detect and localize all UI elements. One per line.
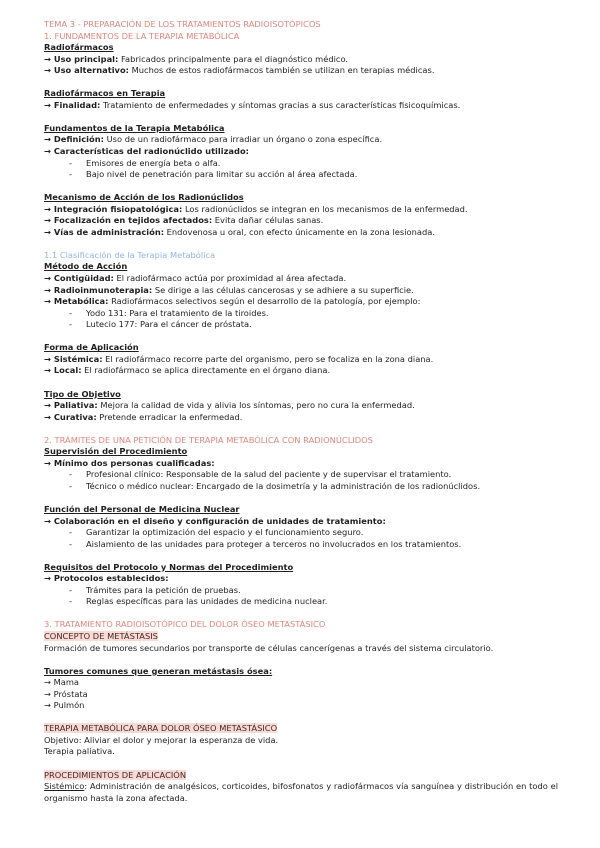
item-label: → Mínimo dos personas cualificadas: [44,457,215,468]
sub-item-text: Bajo nivel de penetración para limitar su acción al área afectada. [86,169,358,180]
item-text: Pretende erradicar la enfermedad. [96,411,243,422]
sub-list-item [44,158,558,170]
subheading-tumores: Tumores comunes que generan metástasis ósea: [44,665,273,676]
item-text: Uso de un radiofármaco para irradiar un órgano o zona específica. [103,134,383,145]
list-item [44,65,558,77]
procedimientos-paragraph [44,781,558,804]
list-item [44,215,558,227]
subheading-radiofarmacos-terapia: Radiofármacos en Terapia [44,88,166,99]
sub-list-item [44,527,558,539]
list-item [44,412,558,424]
item-text: El radiofármaco actúa por proximidad al área afectada. [113,273,347,284]
paragraph-line: Objetivo: Aliviar el dolor y mejorar la esperanza de vida. [44,734,279,745]
item-label: → Vías de administración: [44,226,165,237]
list-item: → Mama [44,677,79,688]
dash-bullet: - [69,469,72,480]
terapia-dolor-heading: TERAPIA METABÓLICA PARA DOLOR ÓSEO METASTÁSICO [44,723,278,734]
dash-bullet: - [69,169,72,180]
item-text: Mejora la calidad de vida y alivia los síntomas, pero no cura la enfermedad. [97,400,415,411]
item-text: Tratamiento de enfermedades y síntomas gracias a sus características fisicoquímicas. [100,99,461,110]
item-text: Radiofármacos selectivos según el desarrollo de la patología, por ejemplo: [108,296,421,307]
sub-list-item [44,585,558,597]
sub-item-text: Emisores de energía beta o alfa. [86,157,221,168]
dash-bullet: - [69,584,72,595]
item-text: Evita dañar células sanas. [212,215,324,226]
item-text: El radiofármaco recorre parte del organismo, pero se focaliza en la zona diana. [102,353,434,364]
subheading-metodo: Método de Acción [44,261,128,272]
item-text: Se dirige a las células cancerosas y se adhiere a su superficie. [152,284,414,295]
item-text: Los radionúclidos se integran en los mecanismos de la enfermedad. [182,203,468,214]
item-label: → Características del radionúclido utilizado: [44,146,249,157]
list-item [44,227,558,239]
list-item [44,146,558,158]
item-label: → Uso principal: [44,53,119,64]
sub-list-item [44,169,558,181]
list-item [44,100,558,112]
subheading-mecanismo: Mecanismo de Acción de los Radionúclidos [44,192,244,203]
list-item [44,296,558,308]
dash-bullet: - [69,480,72,491]
item-label: → Contigüidad: [44,273,114,284]
sub-item-text: Aislamiento de las unidades para proteger a terceros no involucrados en los tratamientos. [86,538,462,549]
list-item [44,54,558,66]
subheading-funcion: Función del Personal de Medicina Nuclear [44,503,240,514]
list-item: → Pulmón [44,700,85,711]
item-label: → Uso alternativo: [44,65,129,76]
dash-bullet: - [69,596,72,607]
concepto-text: Formación de tumores secundarios por transporte de células cancerígenas a través del sistema circulatorio. [44,642,494,653]
item-text: Muchos de estos radiofármacos también se utilizan en terapias médicas. [128,65,435,76]
list-item [44,273,558,285]
item-label: → Colaboración en el diseño y configuración de unidades de tratamiento: [44,515,386,526]
item-label: → Radioinmunoterapia: [44,284,153,295]
item-label: → Protocolos establecidos: [44,573,169,584]
sub-list-item [44,481,558,493]
procedimientos-heading: PROCEDIMIENTOS DE APLICACIÓN [44,769,187,780]
dash-bullet: - [69,538,72,549]
sub-item-text: Reglas específicas para las unidades de medicina nuclear. [86,596,328,607]
concepto-heading: CONCEPTO DE METÁSTASIS [44,630,158,641]
list-item [44,365,558,377]
sub-list-item [44,319,558,331]
sub-list-item [44,308,558,320]
subheading-tipo: Tipo de Objetivo [44,388,121,399]
section-3-heading: 3. TRATAMIENTO RADIOISOTÓPICO DEL DOLOR ÓSEO METASTÁSICO [44,619,326,630]
item-label: → Finalidad: [44,99,101,110]
dash-bullet: - [69,307,72,318]
sistemico-label: Sistémico [44,781,85,792]
sub-item-text: Lutecio 177: Para el cáncer de próstata. [86,319,252,330]
subheading-radiofarmacos: Radiofármacos [44,42,114,53]
sub-item-text: Técnico o médico nuclear: Encargado de la dosimetría y la administración de los radionúclidos. [86,480,481,491]
item-text: Endovenosa u oral, con efecto únicamente en la zona lesionada. [164,226,435,237]
item-label: → Metabólica: [44,296,109,307]
item-label: → Definición: [44,134,104,145]
sub-list-item [44,596,558,608]
sub-list-item [44,469,558,481]
subheading-supervision: Supervisión del Procedimiento [44,446,188,457]
section-1-1-heading: 1.1 Clasificación de la Terapia Metabólica [44,249,216,260]
sub-list-item [44,539,558,551]
subheading-forma: Forma de Aplicación [44,342,139,353]
sub-item-text: Yodo 131: Para el tratamiento de la tiroides. [86,307,269,318]
item-label: → Curativa: [44,411,97,422]
sistemico-text: : Administración de analgésicos, corticoides, bifosfonatos y radiofármacos vía sanguínea y distribución en todo el organismo hasta la zona afectada. [44,781,558,803]
list-item [44,354,558,366]
section-1-heading: 1. FUNDAMENTOS DE LA TERAPIA METABÓLICA [44,30,240,41]
list-item [44,573,558,585]
item-label: → Integración fisiopatológica: [44,203,183,214]
list-item: → Próstata [44,688,88,699]
sub-item-text: Trámites para la petición de pruebas. [86,584,241,595]
list-item [44,285,558,297]
dash-bullet: - [69,527,72,538]
item-label: → Paliativa: [44,400,98,411]
dash-bullet: - [69,319,72,330]
dash-bullet: - [69,157,72,168]
list-item [44,400,558,412]
sub-item-text: Profesional clínico: Responsable de la salud del paciente y de supervisar el tratamiento. [86,469,452,480]
sub-item-text: Garantizar la optimización del espacio y el funcionamiento seguro. [86,527,364,538]
document-title: TEMA 3 - PREPARACIÓN DE LOS TRATAMIENTOS RADIOISOTÓPICOS [44,19,321,29]
list-item [44,204,558,216]
item-text: El radiofármaco se aplica directamente en el órgano diana. [81,365,331,376]
list-item [44,516,558,528]
paragraph-line: Terapia paliativa. [44,746,115,757]
list-item [44,458,558,470]
item-label: → Sistémica: [44,353,103,364]
section-2-heading: 2. TRÁMITES DE UNA PETICIÓN DE TERAPIA METABÓLICA CON RADIONÚCLIDOS [44,434,373,445]
list-item [44,134,558,146]
item-text: Fabricados principalmente para el diagnóstico médico. [118,53,349,64]
item-label: → Local: [44,365,82,376]
subheading-requisitos: Requisitos del Protocolo y Normas del Procedimiento [44,561,294,572]
item-label: → Focalización en tejidos afectados: [44,215,213,226]
subheading-fundamentos: Fundamentos de la Terapia Metabólica [44,122,225,133]
